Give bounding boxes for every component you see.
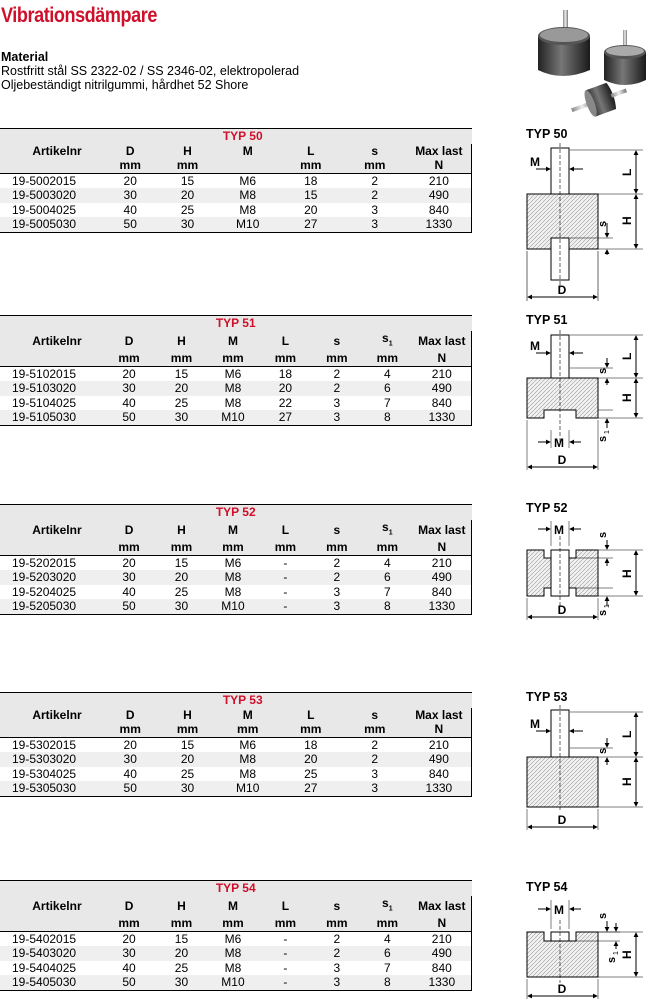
dim-M: M [530, 339, 540, 353]
table-row: 19-5305030 50 30 M10 27 3 1330 [0, 781, 472, 796]
page-title: Vibrationsdämpare [1, 4, 157, 27]
table-row: 19-5402015 20 15 M6 - 2 4 210 [0, 931, 472, 946]
unit-cell [0, 722, 102, 737]
col-header: $s_1$ [362, 520, 413, 541]
unit-cell: N [413, 351, 472, 366]
table-row: 19-5304025 40 25 M8 25 3 840 [0, 767, 472, 782]
table-caption: TYP 52 [0, 505, 472, 520]
dim-s1: s [597, 435, 609, 442]
col-header: Artikelnr [0, 896, 102, 917]
col-header: L [279, 144, 343, 159]
diagram-typ-51 [518, 330, 651, 475]
table-row: 19-5303020 30 20 M8 20 2 490 [0, 752, 472, 767]
dim-s: s [597, 220, 609, 227]
unit-cell: mm [158, 722, 216, 737]
table-row: 19-5204025 40 25 M8 - 3 7 840 [0, 585, 472, 600]
dim-s: s [597, 367, 609, 374]
unit-cell [0, 916, 102, 931]
dim-M: M [554, 523, 564, 537]
unit-cell: mm [362, 916, 413, 931]
unit-cell: N [413, 916, 472, 931]
unit-cell: mm [312, 916, 363, 931]
table-typ-53 [0, 692, 472, 797]
unit-cell [0, 158, 102, 173]
dim-s: s [597, 747, 609, 754]
col-header: D [102, 896, 156, 917]
dim-M: M [530, 155, 540, 169]
dim-s: s [597, 912, 609, 919]
col-header: H [156, 520, 207, 541]
svg-text:1: 1 [613, 951, 620, 955]
product-photo [520, 2, 651, 120]
table-row: 19-5404025 40 25 M8 - 3 7 840 [0, 961, 472, 976]
unit-cell: mm [259, 916, 311, 931]
col-header: H [156, 896, 207, 917]
col-header: $s_1$ [362, 896, 413, 917]
unit-cell: mm [259, 351, 311, 366]
table-row: 19-5005030 50 30 M10 27 3 1330 [0, 217, 472, 232]
col-header: Max last [407, 708, 472, 723]
unit-cell [0, 351, 102, 366]
dim-L: L [620, 168, 634, 176]
unit-cell: mm [207, 351, 260, 366]
dim-D: D [557, 982, 567, 996]
unit-cell: mm [217, 722, 279, 737]
unit-cell: mm [102, 540, 156, 555]
table-row: 19-5105030 50 30 M10 27 3 8 1330 [0, 410, 472, 425]
table-row: 19-5002015 20 15 M6 18 2 210 [0, 173, 472, 188]
col-header: s [312, 520, 363, 541]
diagram-typ-50 [518, 143, 651, 303]
col-header: Max last [413, 896, 472, 917]
table-row: 19-5403020 30 20 M8 - 2 6 490 [0, 946, 472, 961]
unit-cell: mm [207, 916, 260, 931]
col-header: Artikelnr [0, 708, 102, 723]
unit-cell: N [407, 722, 472, 737]
unit-cell: mm [343, 158, 407, 173]
dim-s1: s [597, 609, 609, 616]
col-header: L [259, 896, 311, 917]
material-block [1, 50, 299, 92]
material-line-1: Rostfritt stål SS 2322-02 / SS 2346-02, elektropolerad [1, 64, 300, 78]
col-header: Max last [413, 520, 472, 541]
dim-s: s [597, 531, 609, 538]
dim-H: H [620, 569, 634, 578]
col-header: D [102, 520, 156, 541]
material-line-2: Oljebeständigt nitrilgummi, hårdhet 52 Shore [1, 78, 249, 92]
table-row: 19-5405030 50 30 M10 - 3 8 1330 [0, 975, 472, 990]
col-header: H [158, 708, 216, 723]
table-caption: TYP 54 [0, 881, 472, 896]
unit-cell [0, 540, 102, 555]
table-caption: TYP 53 [0, 693, 472, 708]
table-row: 19-5004025 40 25 M8 20 3 840 [0, 203, 472, 218]
col-header: Artikelnr [0, 331, 102, 352]
table-caption: TYP 51 [0, 316, 472, 331]
col-header: Max last [413, 331, 472, 352]
table-typ-52 [0, 504, 472, 615]
table-row: 19-5203020 30 20 M8 - 2 6 490 [0, 570, 472, 585]
col-header: H [158, 144, 216, 159]
dim-s1: s [606, 956, 618, 963]
table-row: 19-5104025 40 25 M8 22 3 7 840 [0, 396, 472, 411]
dim-H: H [620, 216, 634, 225]
col-header: H [156, 331, 207, 352]
diagram-typ-52 [518, 516, 651, 626]
dim-H: H [620, 393, 634, 402]
unit-cell: mm [102, 158, 158, 173]
unit-cell: N [413, 540, 472, 555]
col-header: $s_1$ [362, 331, 413, 352]
col-header: M [217, 144, 279, 159]
unit-cell: mm [156, 351, 207, 366]
unit-cell: mm [102, 916, 156, 931]
material-heading: Material [1, 50, 49, 64]
unit-cell: mm [312, 540, 363, 555]
diagram-title-typ-50: TYP 50 [526, 127, 568, 141]
diagram-title-typ-52: TYP 52 [526, 501, 568, 515]
unit-cell: mm [207, 540, 260, 555]
col-header: D [102, 331, 156, 352]
col-header: s [343, 144, 407, 159]
unit-cell: mm [102, 722, 158, 737]
col-header: L [259, 520, 311, 541]
svg-text:1: 1 [604, 430, 611, 434]
col-header: s [343, 708, 407, 723]
unit-cell: mm [158, 158, 216, 173]
dim-H: H [620, 950, 634, 959]
col-header: L [259, 331, 311, 352]
diagram-title-typ-53: TYP 53 [526, 690, 568, 704]
dim-H: H [620, 777, 634, 786]
dim-D: D [557, 603, 567, 617]
dim-D: D [557, 283, 567, 297]
diagram-title-typ-51: TYP 51 [526, 313, 568, 327]
table-typ-50 [0, 128, 472, 233]
unit-cell: mm [279, 158, 343, 173]
table-row: 19-5103020 30 20 M8 20 2 6 490 [0, 381, 472, 396]
unit-cell: N [407, 158, 472, 173]
dim-D: D [557, 813, 567, 827]
unit-cell: mm [102, 351, 156, 366]
unit-cell: mm [259, 540, 311, 555]
col-header: Max last [407, 144, 472, 159]
unit-cell [217, 158, 279, 173]
diagram-typ-54 [518, 895, 651, 1002]
table-row: 19-5302015 20 15 M6 18 2 210 [0, 737, 472, 752]
unit-cell: mm [343, 722, 407, 737]
col-header: s [312, 331, 363, 352]
dim-M-bottom: M [554, 436, 564, 450]
dim-L: L [620, 730, 634, 738]
col-header: D [102, 144, 158, 159]
col-header: Artikelnr [0, 144, 102, 159]
table-row: 19-5202015 20 15 M6 - 2 4 210 [0, 555, 472, 570]
table-typ-51 [0, 315, 472, 426]
unit-cell: mm [279, 722, 343, 737]
table-row: 19-5205030 50 30 M10 - 3 8 1330 [0, 599, 472, 614]
dim-D: D [557, 453, 567, 467]
diagram-title-typ-54: TYP 54 [526, 880, 568, 894]
col-header: M [207, 331, 260, 352]
table-row: 19-5003020 30 20 M8 15 2 490 [0, 188, 472, 203]
dim-M: M [530, 717, 540, 731]
dim-M: M [554, 903, 564, 917]
diagram-typ-53 [518, 705, 651, 835]
unit-cell: mm [312, 351, 363, 366]
col-header: M [207, 896, 260, 917]
unit-cell: mm [362, 351, 413, 366]
col-header: Artikelnr [0, 520, 102, 541]
col-header: s [312, 896, 363, 917]
unit-cell: mm [156, 916, 207, 931]
unit-cell: mm [156, 540, 207, 555]
col-header: L [279, 708, 343, 723]
svg-text:1: 1 [604, 604, 611, 608]
col-header: M [207, 520, 260, 541]
table-row: 19-5102015 20 15 M6 18 2 4 210 [0, 366, 472, 381]
col-header: D [102, 708, 158, 723]
col-header: M [217, 708, 279, 723]
table-typ-54 [0, 880, 472, 991]
dim-L: L [620, 352, 634, 360]
table-caption: TYP 50 [0, 129, 472, 144]
unit-cell: mm [362, 540, 413, 555]
